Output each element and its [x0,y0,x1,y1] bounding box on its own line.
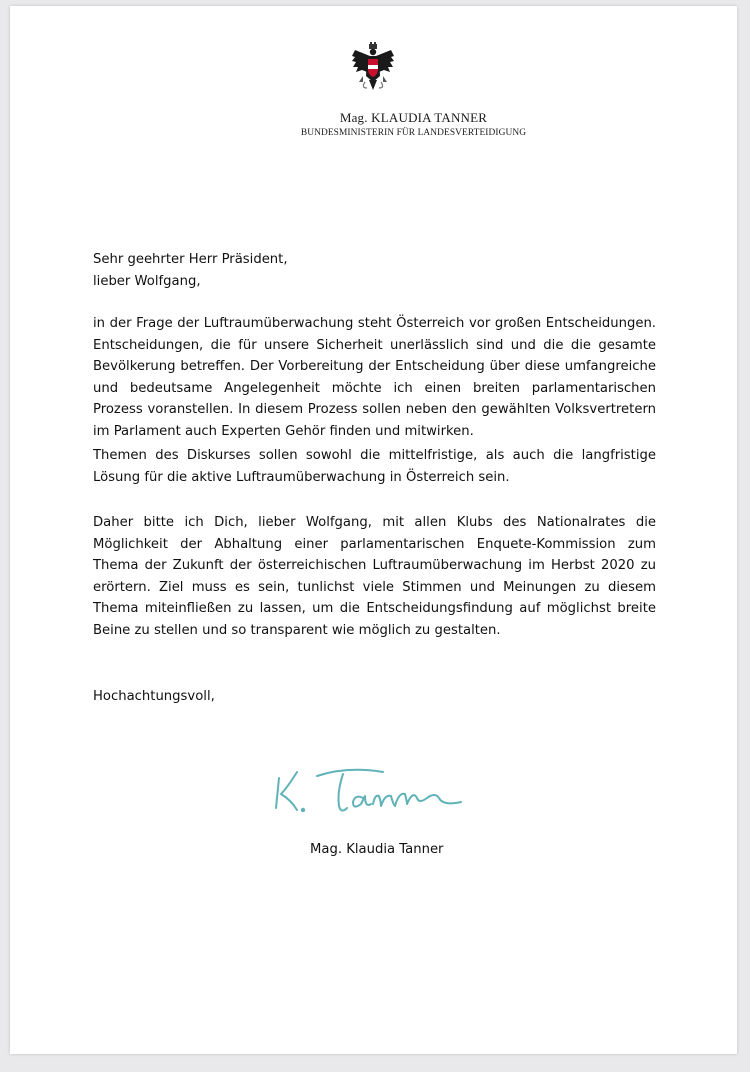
paragraph-1: in der Frage der Luftraumüberwachung steht Österreich vor großen Entscheidungen. Entscheidungen, die für unsere Sicherheit unerlässlich sind und die die gesamte Bevölkerung betreffen. Der Vorbereitung der Entscheidung über diese umfangreiche und bedeutsame Angelegenheit möchte ich einen breiten parlamentarischen Prozess voranstellen. In diesem Prozess sollen neben den gewählten Volksvertretern im Parlament auch Experten Gehör finden und mitwirken. [93,316,656,439]
letter-page [10,6,737,1054]
paragraph-2: Themen des Diskurses sollen sowohl die mittelfristige, als auch die langfristige Lösung für die aktive Luftraumüberwachung in Österreich sein. [93,448,656,485]
handwritten-signature [267,758,477,828]
signer-name: Mag. Klaudia Tanner [310,842,444,857]
letterhead-name: Mag. KLAUDIA TANNER [339,110,488,125]
austrian-eagle-crest-icon [351,42,395,94]
letterhead-title: BUNDESMINISTERIN FÜR LANDESVERTEIDIGUNG [300,128,527,138]
salutation [93,249,656,292]
salutation-line-1: Sehr geehrter Herr Präsident, [93,252,288,267]
paragraph-3: Daher bitte ich Dich, lieber Wolfgang, mit allen Klubs des Nationalrates die Möglichkeit der Abhaltung einer parlamentarischen Enquete-Kommission zum Thema der Zukunft der österreichischen Luftraumüberwachung im Herbst 2020 zu erörtern. Ziel muss es sein, tunlichst viele Stimmen und Meinungen zu diesem Thema miteinfließen zu lassen, um die Entscheidungsfindung auf möglichst breite Beine zu stellen und so transparent wie möglich zu gestalten. [93,515,656,638]
closing: Hochachtungsvoll, [93,689,215,704]
salutation-line-2: lieber Wolfgang, [93,273,201,289]
